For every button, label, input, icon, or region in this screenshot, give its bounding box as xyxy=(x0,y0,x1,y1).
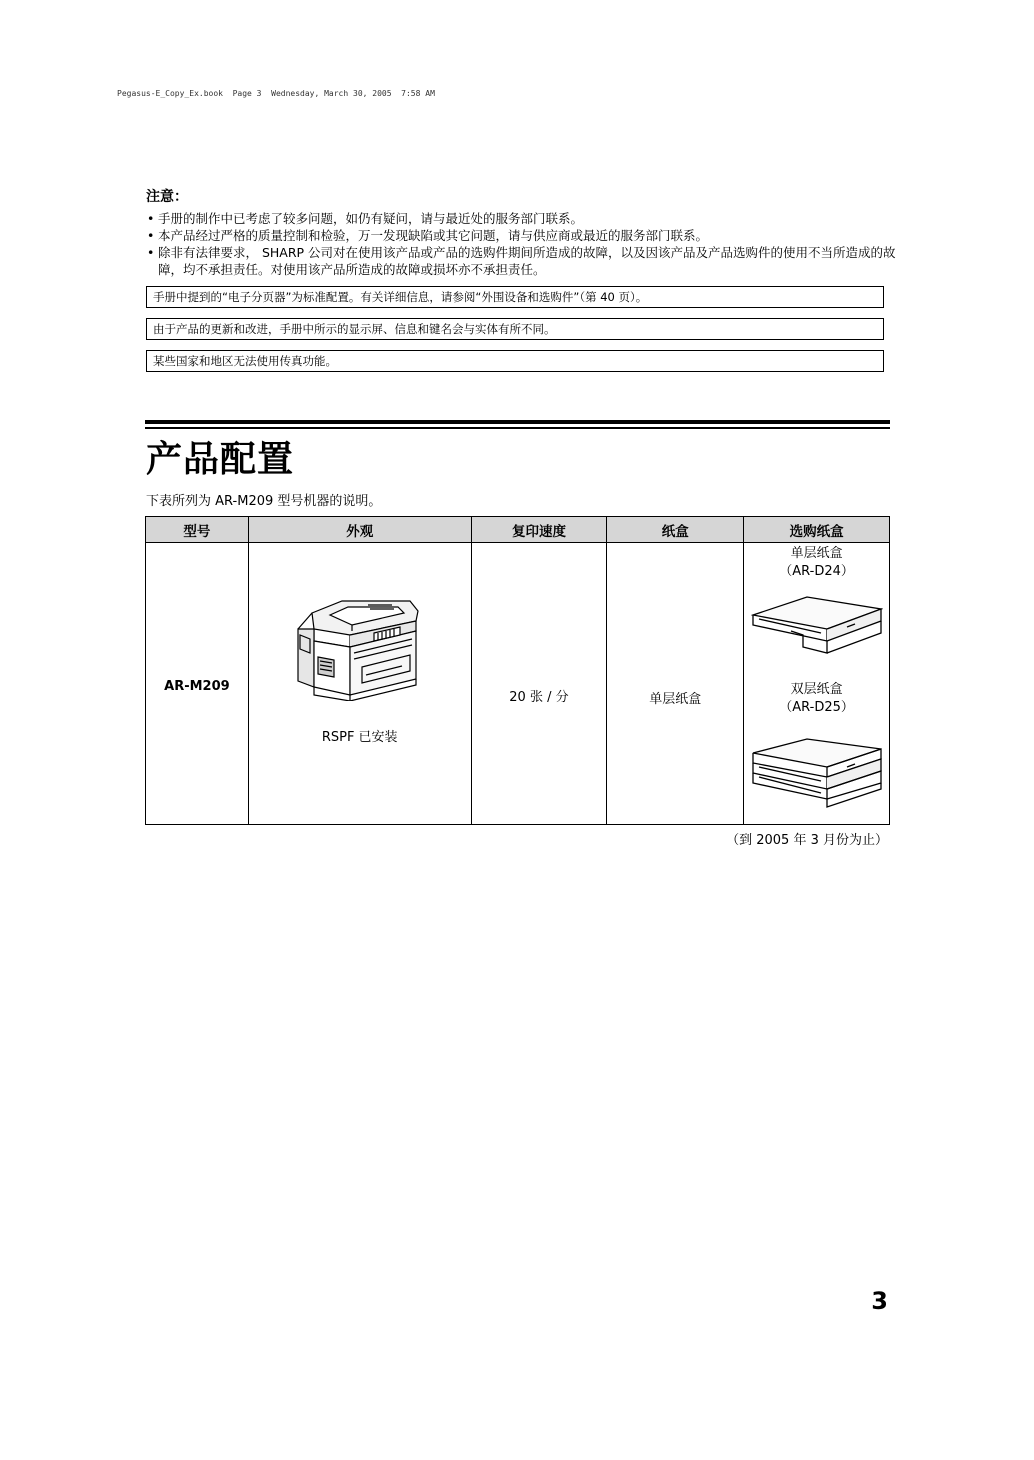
product-config-table xyxy=(145,516,890,825)
table-row xyxy=(146,543,890,825)
model-name: AR-M209 xyxy=(164,679,230,694)
header-model: 型号 xyxy=(146,517,249,543)
notice-item: • 除非有法律要求， SHARP 公司对在使用该产品或产品的选购件期间所造成的故障，以及因该产品及产品选购件的使用不当所造成的故障，均不承担责任。对使用该产品所造成的故障或损坏亦不承担责任。 xyxy=(146,244,906,278)
single-tray-svg xyxy=(751,595,883,659)
cell-tray xyxy=(607,543,744,825)
cell-option-tray xyxy=(744,543,890,825)
copier-illustration-icon xyxy=(249,595,471,701)
notice-list xyxy=(146,210,906,278)
option1-code: （AR-D24） xyxy=(779,564,854,579)
cell-model xyxy=(146,543,249,825)
table-header-row xyxy=(146,517,890,543)
section-rule-thin xyxy=(145,427,890,429)
single-tray-illustration-icon xyxy=(744,595,889,659)
info-box-updates: 由于产品的更新和改进，手册中所示的显示屏、信息和键名会与实体有所不同。 xyxy=(146,318,884,340)
appearance-caption: RSPF 已安装 xyxy=(321,730,398,745)
copier-illustration-svg xyxy=(290,595,430,701)
header-option-tray: 选购纸盒 xyxy=(744,517,890,543)
header-tray: 纸盒 xyxy=(607,517,744,543)
cell-speed xyxy=(471,543,607,825)
notice-item: • 手册的制作中已考虑了较多问题，如仍有疑问，请与最近处的服务部门联系。 xyxy=(146,210,906,227)
cell-appearance xyxy=(248,543,471,825)
section-title: 产品配置 xyxy=(146,439,295,480)
header-appearance: 外观 xyxy=(248,517,471,543)
page-number: 3 xyxy=(871,1287,888,1315)
info-box-collator: 手册中提到的“电子分页器”为标准配置。有关详细信息，请参阅“外围设备和选购件”（第 40 页）。 xyxy=(146,286,884,308)
info-box-fax: 某些国家和地区无法使用传真功能。 xyxy=(146,350,884,372)
option2-name: 双层纸盒 xyxy=(790,682,843,697)
section-rule xyxy=(145,420,890,424)
double-tray-illustration-icon xyxy=(744,737,889,809)
standard-tray: 单层纸盒 xyxy=(649,692,702,707)
option1-name: 单层纸盒 xyxy=(790,546,843,561)
double-tray-svg xyxy=(751,737,883,809)
section-intro: 下表所列为 AR-M209 型号机器的说明。 xyxy=(146,494,382,509)
notice-title: 注意： xyxy=(146,189,188,205)
book-header-line: Pegasus-E_Copy_Ex.book Page 3 Wednesday, March 30, 2005 7:58 AM xyxy=(117,89,435,98)
table-footnote: （到 2005 年 3 月份为止） xyxy=(726,833,888,848)
option2-code: （AR-D25） xyxy=(779,700,854,715)
copy-speed: 20 张 / 分 xyxy=(509,690,569,705)
header-speed: 复印速度 xyxy=(471,517,607,543)
notice-item: • 本产品经过严格的质量控制和检验，万一发现缺陷或其它问题，请与供应商或最近的服务部门联系。 xyxy=(146,227,906,244)
